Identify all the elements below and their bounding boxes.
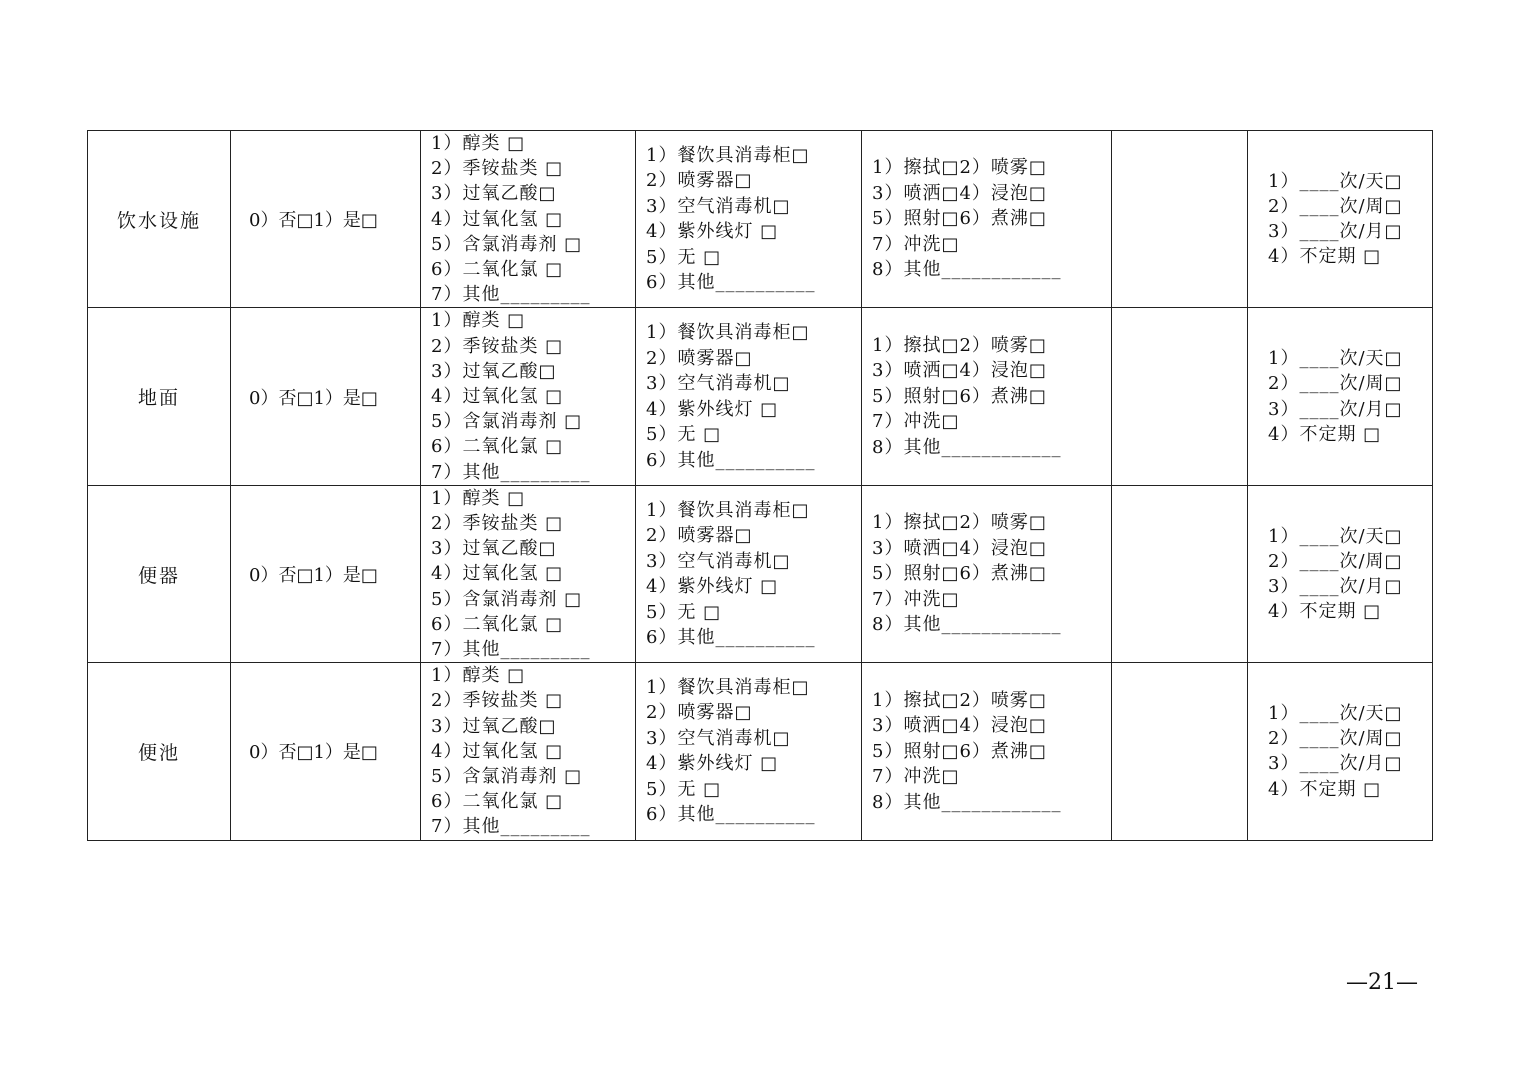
- frequency-cell: [1248, 131, 1433, 308]
- method-cell: [862, 485, 1112, 662]
- equipment-option[interactable]: 5）无 □: [646, 424, 722, 446]
- blank-cell[interactable]: [1112, 485, 1248, 662]
- facility-name-cell: 地面: [88, 308, 231, 485]
- method-option[interactable]: 7）冲洗□: [872, 588, 960, 610]
- equipment-option[interactable]: 1）餐饮具消毒柜□: [646, 499, 810, 521]
- used-disinfection-cell[interactable]: 0）否□1）是□: [231, 485, 421, 662]
- facility-name-cell: 饮水设施: [88, 131, 231, 308]
- frequency-option[interactable]: 1）____次/天□: [1268, 525, 1403, 547]
- disinfectant-option[interactable]: 1）醇类 □: [431, 133, 526, 154]
- equipment-option[interactable]: 6）其他__________: [646, 627, 816, 649]
- method-option[interactable]: 8）其他____________: [872, 791, 1062, 813]
- equipment-option[interactable]: 2）喷雾器□: [646, 702, 753, 724]
- method-option[interactable]: 7）冲洗□: [872, 233, 960, 255]
- equipment-cell: [636, 663, 862, 840]
- frequency-cell: [1248, 308, 1433, 485]
- equipment-option[interactable]: 2）喷雾器□: [646, 347, 753, 369]
- equipment-option[interactable]: 3）空气消毒机□: [646, 195, 791, 217]
- disinfectant-option[interactable]: 7）其他_________: [431, 284, 591, 306]
- disinfectant-option[interactable]: 4）过氧化氢 □: [431, 740, 564, 762]
- frequency-cell: [1248, 485, 1433, 662]
- disinfectant-option[interactable]: 2）季铵盐类 □: [431, 335, 564, 357]
- disinfectant-option[interactable]: 4）过氧化氢 □: [431, 386, 564, 408]
- frequency-option[interactable]: 2）____次/周□: [1268, 550, 1403, 572]
- frequency-option[interactable]: 4）不定期 □: [1268, 778, 1382, 800]
- page-number: —21—: [1346, 970, 1418, 995]
- table-row: [88, 663, 1433, 840]
- disinfectant-option[interactable]: 3）过氧乙酸□: [431, 183, 557, 205]
- method-option[interactable]: 8）其他____________: [872, 614, 1062, 636]
- equipment-option[interactable]: 3）空气消毒机□: [646, 550, 791, 572]
- disinfectant-option[interactable]: 1）醇类 □: [431, 665, 526, 687]
- method-option[interactable]: 8）其他____________: [872, 259, 1062, 281]
- table-row: [88, 485, 1433, 662]
- disinfectant-list: [421, 131, 635, 307]
- disinfectant-option[interactable]: 7）其他_________: [431, 816, 591, 838]
- method-option[interactable]: 1）擦拭□2）喷雾□: [872, 689, 1047, 711]
- frequency-option[interactable]: 3）____次/月□: [1268, 753, 1403, 775]
- equipment-option[interactable]: 1）餐饮具消毒柜□: [646, 144, 810, 166]
- method-option[interactable]: 3）喷洒□4）浸泡□: [872, 715, 1047, 737]
- frequency-list: [1248, 701, 1432, 802]
- equipment-cell: [636, 485, 862, 662]
- frequency-option[interactable]: 3）____次/月□: [1268, 398, 1403, 420]
- disinfectant-type-cell: [421, 485, 636, 662]
- equipment-option[interactable]: 3）空气消毒机□: [646, 373, 791, 395]
- equipment-option[interactable]: 4）紫外线灯 □: [646, 576, 779, 598]
- equipment-option[interactable]: 5）无 □: [646, 778, 722, 800]
- method-cell: [862, 663, 1112, 840]
- disinfection-survey-table: [87, 130, 1433, 841]
- frequency-option[interactable]: 4）不定期 □: [1268, 246, 1382, 268]
- method-option[interactable]: 3）喷洒□4）浸泡□: [872, 182, 1047, 204]
- used-disinfection-cell[interactable]: 0）否□1）是□: [231, 663, 421, 840]
- method-option[interactable]: 7）冲洗□: [872, 766, 960, 788]
- equipment-option[interactable]: 6）其他__________: [646, 449, 816, 471]
- disinfectant-list: [421, 663, 635, 839]
- disinfectant-option[interactable]: 5）含氯消毒剂 □: [431, 766, 583, 788]
- disinfectant-type-cell: [421, 131, 636, 308]
- equipment-option[interactable]: 5）无 □: [646, 246, 722, 268]
- disinfectant-option[interactable]: 6）二氧化氯 □: [431, 259, 564, 281]
- frequency-option[interactable]: 2）____次/周□: [1268, 728, 1403, 750]
- table-row: [88, 131, 1433, 308]
- method-cell: [862, 308, 1112, 485]
- disinfectant-option[interactable]: 6）二氧化氯 □: [431, 436, 564, 458]
- method-option[interactable]: 5）照射□6）煮沸□: [872, 563, 1047, 585]
- disinfectant-option[interactable]: 7）其他_________: [431, 639, 591, 661]
- disinfectant-option[interactable]: 1）醇类 □: [431, 487, 526, 509]
- frequency-list: [1248, 169, 1432, 270]
- equipment-option[interactable]: 2）喷雾器□: [646, 170, 753, 192]
- disinfectant-option[interactable]: 1）醇类 □: [431, 310, 526, 332]
- frequency-option[interactable]: 3）____次/月□: [1268, 576, 1403, 598]
- equipment-list: [636, 320, 861, 473]
- frequency-list: [1248, 346, 1432, 447]
- equipment-option[interactable]: 4）紫外线灯 □: [646, 221, 779, 243]
- equipment-option[interactable]: 4）紫外线灯 □: [646, 398, 779, 420]
- disinfectant-option[interactable]: 6）二氧化氯 □: [431, 791, 564, 813]
- facility-name-cell: 便池: [88, 663, 231, 840]
- method-option[interactable]: 1）擦拭□2）喷雾□: [872, 512, 1047, 534]
- disinfectant-type-cell: [421, 663, 636, 840]
- disinfectant-option[interactable]: 6）二氧化氯 □: [431, 613, 564, 635]
- facility-name-cell: 便器: [88, 485, 231, 662]
- equipment-option[interactable]: 6）其他__________: [646, 272, 816, 294]
- method-option[interactable]: 1）擦拭□2）喷雾□: [872, 157, 1047, 179]
- used-disinfection-cell[interactable]: 0）否□1）是□: [231, 131, 421, 308]
- disinfectant-option[interactable]: 4）过氧化氢 □: [431, 563, 564, 585]
- frequency-option[interactable]: 2）____次/周□: [1268, 373, 1403, 395]
- disinfectant-type-cell: [421, 308, 636, 485]
- method-list: [862, 688, 1111, 816]
- disinfectant-option[interactable]: 2）季铵盐类 □: [431, 158, 564, 180]
- disinfectant-list: [421, 486, 635, 662]
- equipment-list: [636, 675, 861, 828]
- disinfectant-option[interactable]: 2）季铵盐类 □: [431, 690, 564, 712]
- blank-cell[interactable]: [1112, 663, 1248, 840]
- frequency-option[interactable]: 1）____次/天□: [1268, 703, 1403, 725]
- method-option[interactable]: 3）喷洒□4）浸泡□: [872, 537, 1047, 559]
- method-cell: [862, 131, 1112, 308]
- blank-cell[interactable]: [1112, 131, 1248, 308]
- disinfectant-option[interactable]: 3）过氧乙酸□: [431, 538, 557, 560]
- method-option[interactable]: 5）照射□6）煮沸□: [872, 740, 1047, 762]
- disinfectant-option[interactable]: 7）其他_________: [431, 461, 591, 483]
- equipment-list: [636, 498, 861, 651]
- method-option[interactable]: 1）擦拭□2）喷雾□: [872, 334, 1047, 356]
- equipment-cell: [636, 308, 862, 485]
- table-body: [88, 131, 1433, 841]
- frequency-option[interactable]: 4）不定期 □: [1268, 601, 1382, 623]
- equipment-option[interactable]: 4）紫外线灯 □: [646, 753, 779, 775]
- frequency-option[interactable]: 1）____次/天□: [1268, 348, 1403, 370]
- method-list: [862, 155, 1111, 283]
- frequency-list: [1248, 524, 1432, 625]
- disinfectant-option[interactable]: 4）过氧化氢 □: [431, 208, 564, 230]
- method-option[interactable]: 5）照射□6）煮沸□: [872, 208, 1047, 230]
- equipment-cell: [636, 131, 862, 308]
- method-option[interactable]: 3）喷洒□4）浸泡□: [872, 360, 1047, 382]
- method-option[interactable]: 5）照射□6）煮沸□: [872, 385, 1047, 407]
- method-option[interactable]: 8）其他____________: [872, 436, 1062, 458]
- disinfectant-list: [421, 308, 635, 484]
- disinfectant-option[interactable]: 5）含氯消毒剂 □: [431, 588, 583, 610]
- table-row: [88, 308, 1433, 485]
- frequency-option[interactable]: 4）不定期 □: [1268, 423, 1382, 445]
- disinfectant-option[interactable]: 5）含氯消毒剂 □: [431, 233, 583, 255]
- equipment-option[interactable]: 3）空气消毒机□: [646, 727, 791, 749]
- used-disinfection-cell[interactable]: 0）否□1）是□: [231, 308, 421, 485]
- method-list: [862, 510, 1111, 638]
- equipment-list: [636, 143, 861, 296]
- method-option[interactable]: 7）冲洗□: [872, 411, 960, 433]
- disinfectant-option[interactable]: 5）含氯消毒剂 □: [431, 411, 583, 433]
- frequency-cell: [1248, 663, 1433, 840]
- equipment-option[interactable]: 1）餐饮具消毒柜□: [646, 322, 810, 344]
- equipment-option[interactable]: 1）餐饮具消毒柜□: [646, 676, 810, 698]
- equipment-option[interactable]: 2）喷雾器□: [646, 525, 753, 547]
- frequency-option[interactable]: 2）____次/周□: [1268, 196, 1403, 217]
- disinfectant-option[interactable]: 2）季铵盐类 □: [431, 513, 564, 535]
- equipment-option[interactable]: 6）其他__________: [646, 804, 816, 826]
- equipment-option[interactable]: 5）无 □: [646, 601, 722, 623]
- blank-cell[interactable]: [1112, 308, 1248, 485]
- frequency-option[interactable]: 3）____次/月□: [1268, 221, 1403, 243]
- method-list: [862, 333, 1111, 461]
- disinfectant-option[interactable]: 3）过氧乙酸□: [431, 360, 557, 382]
- disinfectant-option[interactable]: 3）过氧乙酸□: [431, 715, 557, 737]
- frequency-option[interactable]: 1）____次/天□: [1268, 170, 1403, 192]
